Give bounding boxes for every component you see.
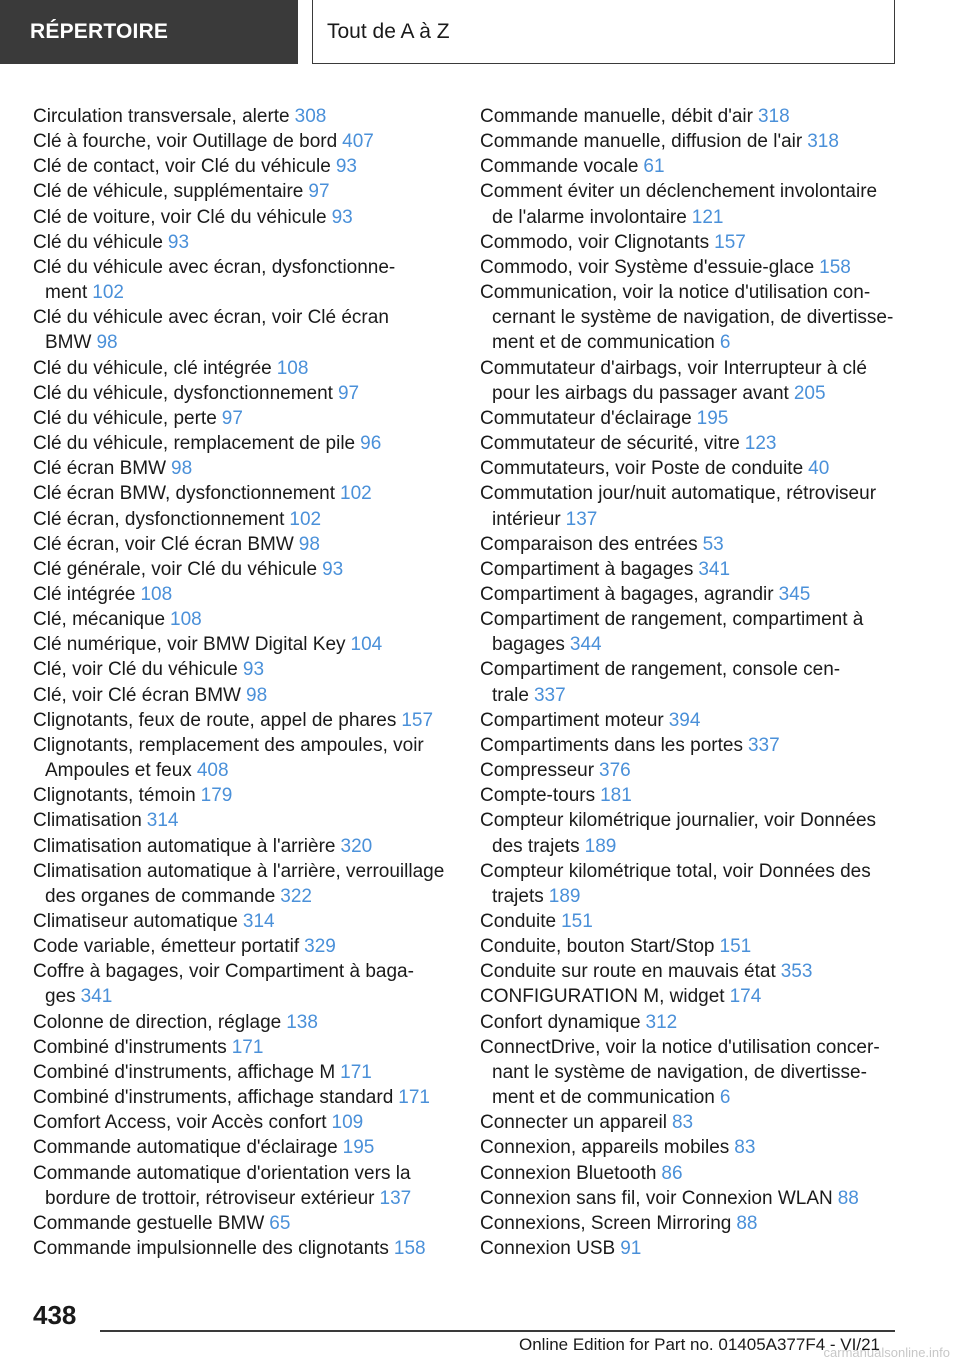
- entry-text: Clé intégrée: [33, 583, 136, 605]
- entry-text: Circulation transversale, alerte: [33, 106, 290, 127]
- entry-text: Combiné d'instruments, affichage M: [33, 1061, 336, 1083]
- entry-text: Clé numérique, voir BMW Digital Key: [33, 634, 346, 656]
- index-entry: [480, 859, 900, 909]
- page-link[interactable]: 137: [379, 1187, 412, 1209]
- index-entry: [33, 381, 453, 406]
- page-link[interactable]: 151: [561, 911, 593, 932]
- index-entry: [480, 1110, 900, 1135]
- index-entry: [480, 532, 900, 557]
- index-entry: [33, 255, 453, 305]
- page-link[interactable]: 98: [171, 458, 193, 480]
- index-entry: [33, 406, 453, 431]
- index-entry: [33, 834, 453, 859]
- page-link[interactable]: 91: [620, 1238, 642, 1260]
- index-entry: [33, 179, 453, 204]
- index-entry: [33, 1135, 453, 1160]
- index-entry: [480, 1186, 900, 1211]
- entry-text: Communication, voir la notice d'utilisation con-: [480, 282, 871, 304]
- page-link[interactable]: 93: [335, 156, 357, 178]
- index-entry: [33, 733, 453, 783]
- entry-text: BMW: [45, 332, 92, 354]
- page-link[interactable]: 6: [719, 1087, 731, 1109]
- index-entry: [480, 934, 900, 959]
- entry-text: Code variable, émetteur portatif: [33, 936, 300, 958]
- page-link[interactable]: 108: [276, 357, 309, 379]
- page-link[interactable]: 312: [645, 1011, 678, 1033]
- entry-text: Connexion sans fil, voir Connexion WLAN: [480, 1187, 833, 1209]
- entry-text: Comparaison des entrées: [480, 533, 698, 555]
- index-entry: [480, 1010, 900, 1035]
- entry-text: Commutateurs, voir Poste de conduite: [480, 458, 804, 480]
- entry-text: Colonne de direction, réglage: [33, 1011, 282, 1033]
- entry-text: Clignotants, feux de route, appel de phares: [33, 709, 397, 731]
- page-link[interactable]: 329: [304, 936, 336, 958]
- page-link[interactable]: 205: [793, 382, 826, 404]
- entry-text: Conduite, bouton Start/Stop: [480, 936, 715, 958]
- entry-text: Clé écran, voir Clé écran BMW: [33, 533, 294, 555]
- page-link[interactable]: 97: [221, 407, 243, 429]
- page-link[interactable]: 158: [393, 1238, 426, 1260]
- page-link[interactable]: 341: [80, 986, 113, 1008]
- index-entry: [480, 431, 900, 456]
- index-entry: [33, 205, 453, 230]
- entry-text: Clé du véhicule avec écran, dysfonctionne-: [33, 256, 396, 278]
- index-entry: [480, 733, 900, 758]
- page-link[interactable]: 98: [246, 684, 268, 706]
- entry-text: Clé de voiture, voir Clé du véhicule: [33, 206, 327, 228]
- page-link[interactable]: 88: [837, 1187, 859, 1209]
- page-link[interactable]: 121: [691, 206, 724, 228]
- page-link[interactable]: 53: [702, 533, 724, 555]
- index-entry: [33, 1110, 453, 1135]
- entry-text: Commande impulsionnelle des clignotants: [33, 1238, 389, 1260]
- entry-text: Clé, mécanique: [33, 609, 166, 631]
- index-entry: [480, 406, 900, 431]
- entry-text: Commutateur d'éclairage: [480, 407, 692, 429]
- entry-text: Clé du véhicule avec écran, voir Clé écran: [33, 307, 389, 329]
- index-entry: [480, 456, 900, 481]
- page-link[interactable]: 65: [269, 1212, 291, 1234]
- index-entry: [480, 255, 900, 280]
- chapter-title: Tout de A à Z: [327, 19, 450, 43]
- index-entry: [480, 104, 900, 129]
- index-column-left: [33, 104, 453, 1261]
- entry-text: Commutation jour/nuit automatique, rétroviseur: [480, 483, 877, 505]
- page-link[interactable]: 151: [719, 936, 752, 958]
- entry-text: Coffre à bagages, voir Compartiment à baga-: [33, 961, 414, 983]
- entry-text: Connexion USB: [480, 1238, 616, 1260]
- page-link[interactable]: 171: [231, 1036, 264, 1058]
- page-link[interactable]: 86: [661, 1162, 683, 1184]
- index-entry: [480, 230, 900, 255]
- entry-text: ment: [45, 282, 88, 304]
- page-link[interactable]: 40: [808, 458, 830, 480]
- index-entry: [480, 356, 900, 406]
- page-link[interactable]: 322: [280, 885, 312, 907]
- index-entry: [480, 758, 900, 783]
- page-link[interactable]: 345: [778, 583, 811, 605]
- index-entry: [33, 1085, 453, 1110]
- page-link[interactable]: 353: [780, 961, 813, 983]
- index-entry: [33, 959, 453, 1009]
- page-link[interactable]: 83: [734, 1137, 756, 1159]
- watermark: carmanualsonline.info: [823, 1345, 950, 1360]
- entry-text: Compartiment à bagages: [480, 558, 694, 580]
- entry-text: Compartiment à bagages, agrandir: [480, 583, 774, 605]
- page-link[interactable]: 314: [146, 810, 179, 832]
- page-link[interactable]: 179: [200, 785, 233, 807]
- page-link[interactable]: 318: [757, 106, 790, 127]
- index-entry: [33, 607, 453, 632]
- page-number: 438: [33, 1300, 77, 1330]
- index-entry: [33, 1035, 453, 1060]
- index-entry: [33, 783, 453, 808]
- index-entry: [33, 532, 453, 557]
- section-title: RÉPERTOIRE: [30, 20, 169, 43]
- entry-text: Commodo, voir Clignotants: [480, 231, 710, 253]
- entry-text: Compresseur: [480, 760, 595, 782]
- index-entry: [480, 1236, 900, 1261]
- page-link[interactable]: 174: [729, 986, 762, 1008]
- entry-text: Compartiment de rangement, console cen-: [480, 659, 841, 681]
- index-entry: [480, 1211, 900, 1236]
- page-link[interactable]: 97: [337, 382, 360, 404]
- entry-text: de l'alarme involontaire: [492, 206, 687, 228]
- page-link[interactable]: 195: [342, 1137, 375, 1159]
- entry-text: Compteur kilométrique total, voir Données des: [480, 860, 871, 882]
- entry-text: Commande manuelle, diffusion de l'air: [480, 131, 803, 153]
- index-entry: [33, 507, 453, 532]
- page-link[interactable]: 376: [599, 760, 631, 782]
- page-link[interactable]: 93: [322, 558, 344, 580]
- index-entry: [33, 104, 453, 129]
- page-link[interactable]: 195: [696, 407, 729, 429]
- entry-text: pour les airbags du passager avant: [492, 382, 789, 404]
- index-entry: [480, 959, 900, 984]
- page-link[interactable]: 394: [668, 709, 701, 731]
- index-entry: [480, 657, 900, 707]
- entry-text: Commodo, voir Système d'essuie-glace: [480, 256, 815, 278]
- page-link[interactable]: 158: [819, 256, 851, 278]
- index-entry: [33, 129, 453, 154]
- entry-text: des trajets: [492, 835, 580, 857]
- entry-text: bordure de trottoir, rétroviseur extérieur: [45, 1187, 375, 1209]
- index-entry: [33, 859, 453, 909]
- entry-text: Connexion Bluetooth: [480, 1162, 657, 1184]
- index-entry: [33, 632, 453, 657]
- entry-text: bagages: [492, 634, 565, 656]
- page-link[interactable]: 320: [340, 835, 373, 857]
- page-link[interactable]: 189: [584, 835, 617, 857]
- index-entry: [480, 909, 900, 934]
- entry-text: Clé générale, voir Clé du véhicule: [33, 558, 318, 580]
- entry-text: ment et de communication: [492, 332, 715, 354]
- index-entry: [480, 154, 900, 179]
- entry-text: Clignotants, témoin: [33, 785, 196, 807]
- page-link[interactable]: 341: [698, 558, 731, 580]
- entry-text: nant le système de navigation, de divertisse-: [492, 1061, 867, 1083]
- entry-text: Clé du véhicule, clé intégrée: [33, 357, 272, 379]
- page-link[interactable]: 337: [747, 734, 780, 756]
- entry-text: Clé, voir Clé du véhicule: [33, 659, 238, 681]
- page-link[interactable]: 407: [342, 131, 374, 153]
- index-entry: [480, 1135, 900, 1160]
- index-entry: [33, 934, 453, 959]
- page-link[interactable]: 93: [167, 231, 190, 253]
- entry-text: Combiné d'instruments, affichage standard: [33, 1087, 394, 1109]
- index-entry: [33, 1211, 453, 1236]
- page-link[interactable]: 6: [719, 332, 731, 354]
- page-link[interactable]: 171: [340, 1061, 372, 1083]
- index-entry: [480, 129, 900, 154]
- page-link[interactable]: 83: [671, 1112, 694, 1134]
- index-entry: [480, 1161, 900, 1186]
- entry-text: Climatisation automatique à l'arrière, verrouillage: [33, 860, 445, 882]
- entry-text: Commande vocale: [480, 156, 639, 178]
- page-link[interactable]: 93: [331, 206, 353, 228]
- entry-text: Commande manuelle, débit d'air: [480, 106, 753, 127]
- index-entry: [480, 984, 900, 1009]
- entry-text: trajets: [492, 885, 544, 907]
- page-link[interactable]: 314: [242, 911, 275, 932]
- index-entry: [33, 456, 453, 481]
- index-entry: [33, 909, 453, 934]
- entry-text: Climatisation automatique à l'arrière: [33, 835, 336, 857]
- entry-text: Connecter un appareil: [480, 1112, 667, 1134]
- index-entry: [480, 179, 900, 229]
- entry-text: Combiné d'instruments: [33, 1036, 227, 1058]
- entry-text: cernant le système de navigation, de divertisse-: [492, 307, 894, 329]
- page-link[interactable]: 318: [807, 131, 839, 153]
- page-link[interactable]: 344: [569, 634, 602, 656]
- index-entry: [480, 280, 900, 355]
- index-entry: [33, 154, 453, 179]
- edition-text: Online Edition for Part no. 01405A377F4 - VI/21: [518, 1335, 880, 1354]
- page-link[interactable]: 102: [340, 483, 372, 505]
- entry-text: Commande gestuelle BMW: [33, 1212, 265, 1234]
- page-link[interactable]: 308: [294, 106, 327, 127]
- entry-text: Clé du véhicule: [33, 231, 163, 253]
- index-entry: [33, 431, 453, 456]
- page-link[interactable]: 408: [196, 760, 229, 782]
- page-link[interactable]: 337: [533, 684, 566, 706]
- index-entry: [480, 557, 900, 582]
- entry-text: CONFIGURATION M, widget: [480, 986, 725, 1008]
- entry-text: Clé du véhicule, remplacement de pile: [33, 433, 356, 455]
- entry-text: Clé de véhicule, supplémentaire: [33, 181, 304, 203]
- index-entry: [480, 783, 900, 808]
- entry-text: Compteur kilométrique journalier, voir Données: [480, 810, 877, 832]
- entry-text: Clé du véhicule, perte: [33, 407, 217, 429]
- index-entry: [33, 1060, 453, 1085]
- index-entry: [33, 557, 453, 582]
- entry-text: Climatisation: [33, 810, 142, 832]
- entry-text: Clé à fourche, voir Outillage de bord: [33, 131, 338, 153]
- section-tab: [0, 0, 298, 64]
- page-link[interactable]: 108: [140, 583, 173, 605]
- index-entry: [33, 1161, 453, 1211]
- page-link[interactable]: 104: [350, 634, 383, 656]
- entry-text: ConnectDrive, voir la notice d'utilisation concer-: [480, 1036, 880, 1058]
- entry-text: Clignotants, remplacement des ampoules, voir: [33, 734, 424, 756]
- index-entry: [480, 708, 900, 733]
- page-link[interactable]: 123: [744, 433, 777, 455]
- entry-text: Ampoules et feux: [45, 760, 192, 782]
- index-entry: [480, 808, 900, 858]
- page-link[interactable]: 109: [331, 1112, 364, 1134]
- entry-text: Connexions, Screen Mirroring: [480, 1212, 732, 1234]
- chapter-header: [312, 0, 895, 64]
- page-link[interactable]: 108: [170, 609, 202, 631]
- entry-text: Confort dynamique: [480, 1011, 641, 1033]
- entry-text: Clé de contact, voir Clé du véhicule: [33, 156, 331, 178]
- page-link[interactable]: 102: [92, 282, 124, 304]
- page-link[interactable]: 102: [289, 508, 322, 530]
- page-link[interactable]: 171: [398, 1087, 430, 1109]
- index-entry: [33, 808, 453, 833]
- index-entry: [480, 1035, 900, 1110]
- page-link[interactable]: 138: [286, 1011, 318, 1033]
- index-entry: [33, 708, 453, 733]
- page-link[interactable]: 93: [242, 659, 265, 681]
- index-entry: [480, 607, 900, 657]
- index-entry: [480, 481, 900, 531]
- page-link[interactable]: 98: [298, 533, 320, 555]
- page-link[interactable]: 157: [401, 709, 434, 731]
- page-link[interactable]: 98: [96, 332, 118, 354]
- entry-text: ges: [45, 986, 76, 1008]
- page-link[interactable]: 96: [360, 433, 382, 455]
- page-link[interactable]: 181: [600, 785, 632, 807]
- entry-text: Compte-tours: [480, 785, 596, 807]
- index-entry: [33, 481, 453, 506]
- entry-text: Comfort Access, voir Accès confort: [33, 1112, 327, 1134]
- page-link[interactable]: 137: [565, 508, 598, 530]
- page-link[interactable]: 97: [308, 181, 330, 203]
- entry-text: Commutateur de sécurité, vitre: [480, 433, 740, 455]
- entry-text: Clé du véhicule, dysfonctionnement: [33, 382, 333, 404]
- entry-text: Commande automatique d'éclairage: [33, 1137, 338, 1159]
- page-link[interactable]: 61: [643, 156, 665, 178]
- index-entry: [33, 305, 453, 355]
- index-entry: [33, 1236, 453, 1261]
- index-entry: [33, 683, 453, 708]
- entry-text: Clé écran, dysfonctionnement: [33, 508, 285, 530]
- entry-text: Commutateur d'airbags, voir Interrupteur à clé: [480, 357, 867, 379]
- entry-text: trale: [492, 684, 529, 706]
- entry-text: ment et de communication: [492, 1087, 715, 1109]
- entry-text: Conduite: [480, 911, 557, 932]
- entry-text: Compartiment de rangement, compartiment à: [480, 609, 864, 631]
- footer-divider: [100, 1330, 895, 1332]
- entry-text: Comment éviter un déclenchement involontaire: [480, 181, 878, 203]
- page-link[interactable]: 157: [714, 231, 746, 253]
- page-link[interactable]: 88: [736, 1212, 758, 1234]
- index-entry: [33, 657, 453, 682]
- entry-text: Clé, voir Clé écran BMW: [33, 684, 241, 706]
- entry-text: Compartiments dans les portes: [480, 734, 743, 756]
- index-column-right: [480, 104, 900, 1261]
- index-entry: [33, 230, 453, 255]
- entry-text: Conduite sur route en mauvais état: [480, 961, 776, 983]
- entry-text: Commande automatique d'orientation vers la: [33, 1162, 411, 1184]
- index-entry: [33, 356, 453, 381]
- index-entry: [33, 1010, 453, 1035]
- entry-text: Compartiment moteur: [480, 709, 664, 731]
- entry-text: Connexion, appareils mobiles: [480, 1137, 730, 1159]
- page-link[interactable]: 189: [548, 885, 581, 907]
- entry-text: Clé écran BMW: [33, 458, 167, 480]
- entry-text: Climatiseur automatique: [33, 911, 238, 932]
- entry-text: des organes de commande: [45, 885, 276, 907]
- entry-text: intérieur: [492, 508, 561, 530]
- index-entry: [480, 582, 900, 607]
- index-entry: [33, 582, 453, 607]
- entry-text: Clé écran BMW, dysfonctionnement: [33, 483, 336, 505]
